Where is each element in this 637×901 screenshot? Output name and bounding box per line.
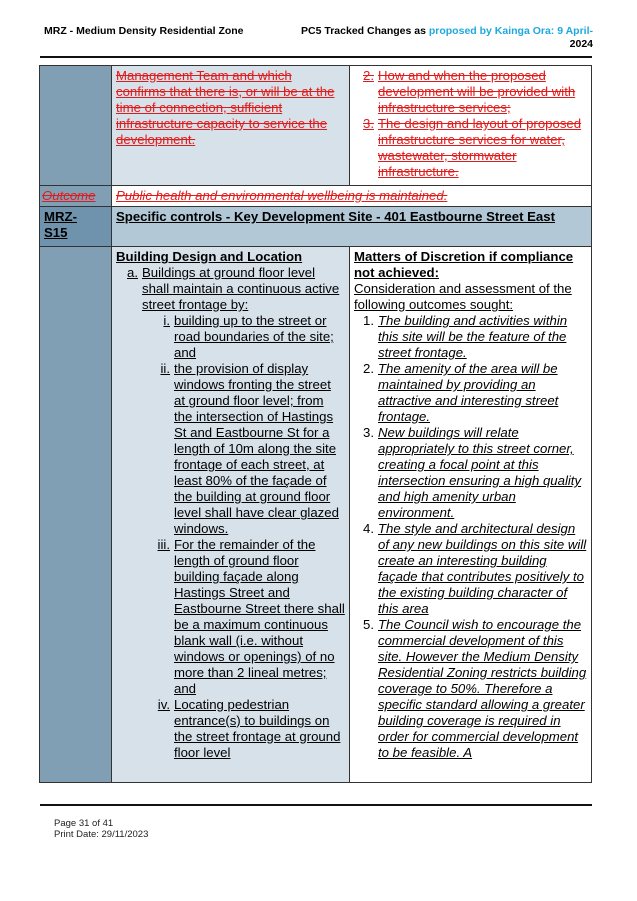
list-item: 2. How and when the proposed development will be provided with infrastructure services;	[363, 68, 576, 115]
discretion-item: 4. The style and architectural design of any new buildings on this site will create an interesting building façade that contributes positively to the existing building character of this area	[363, 521, 587, 616]
outcome-text-cell	[112, 186, 592, 207]
footer-divider	[40, 804, 592, 806]
label-cell-empty	[40, 66, 112, 186]
header-prefix: PC5 Tracked Changes as	[301, 25, 429, 37]
standard-code: MRZ-S15	[44, 209, 77, 240]
outcome-text: Public health and environmental wellbeing is maintained.	[116, 188, 448, 203]
standard-code-cell	[40, 207, 112, 247]
discretion-item: 2. The amenity of the area will be maintained by providing an attractive and interesting street frontage.	[363, 361, 559, 424]
table-row-continued	[40, 66, 592, 186]
sub-clause: iii. For the remainder of the length of ground floor building façade along Hastings Street and Eastbourne Street there shall be a maximum continuous blank wall (i.e. without windows or openings) of no more than 2 lineal metres; and	[157, 537, 345, 696]
discretion-item: 1. The building and activities within this site will be the feature of the street frontage.	[363, 313, 568, 360]
outcome-label-cell	[40, 186, 112, 207]
deleted-text: Management Team and which confirms that there is, or will be at the time of connection, sufficient infrastructure capacity to service the development.	[116, 68, 335, 147]
rules-table	[39, 65, 592, 783]
rule-cell	[112, 247, 350, 783]
table-row-standard-header	[40, 207, 592, 247]
continued-right-cell	[350, 66, 592, 186]
list-item: 3. The design and layout of proposed infrastructure services for water, wastewater, stormwater infrastructure.	[363, 116, 582, 179]
continued-middle-cell	[112, 66, 350, 186]
sub-clause: i. building up to the street or road boundaries of the site; and	[163, 313, 334, 360]
table-row-standard-body	[40, 247, 592, 783]
discretion-cell	[350, 247, 592, 783]
header-divider	[40, 56, 592, 58]
label-cell-empty	[40, 247, 112, 783]
clause-a: a. Buildings at ground floor level shall maintain a continuous active street frontage by:	[127, 265, 340, 312]
page-footer	[54, 818, 148, 840]
page-number: Page 31 of 41	[54, 818, 114, 829]
sub-clause: ii. the provision of display windows fronting the street at ground floor level; from the intersection of Hastings St and Eastbourne St for a length of 10m along the site frontage of each street, at least 80% of the façade of the building at ground floor level shall have clear glazed windows.	[160, 361, 339, 536]
header-year: 2024	[569, 38, 593, 50]
rule-heading: Building Design and Location	[116, 249, 303, 264]
discretion-intro: Consideration and assessment of the following outcomes sought:	[354, 281, 572, 312]
discretion-item: 3. New buildings will relate appropriately to this street corner, creating a focal point at this intersection ensuring a high quality and high amenity urban environment.	[363, 425, 582, 520]
sub-clause: iv. Locating pedestrian entrance(s) to buildings on the street frontage at ground floor level	[157, 697, 341, 760]
table-row-outcome	[40, 186, 592, 207]
outcome-label: Outcome	[42, 188, 96, 203]
header-highlight: proposed by Kainga Ora: 9 April-	[428, 25, 593, 37]
discretion-item: 5. The Council wish to encourage the commercial development of this site. However the Medium Density Residential Zoning restricts building coverage to 50%. Therefore a specific standard allowing a greater building coverage is required in order for commercial development to be feasible. A	[363, 617, 587, 760]
print-date: Print Date: 29/11/2023	[54, 829, 149, 840]
discretion-heading: Matters of Discretion if compliance not achieved:	[354, 249, 574, 280]
standard-title: Specific controls - Key Development Site - 401 Eastbourne Street East	[116, 209, 555, 224]
header-zone-title: MRZ - Medium Density Residential Zone	[44, 25, 244, 37]
header-tracked-changes	[293, 25, 593, 51]
standard-title-cell	[112, 207, 592, 247]
